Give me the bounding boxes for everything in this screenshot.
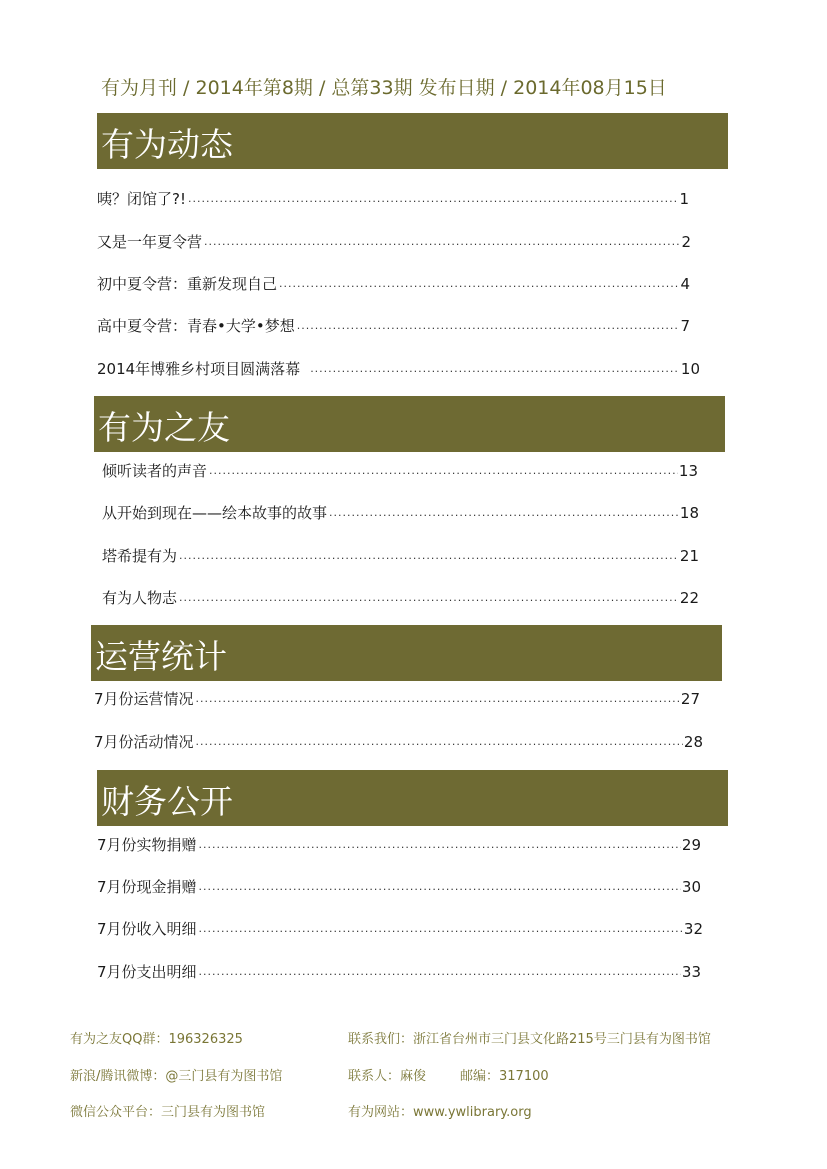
- toc-entry-page: 22: [679, 589, 699, 607]
- toc-entry[interactable]: [97, 918, 703, 940]
- masthead: 有为月刊 / 2014年第8期 / 总第33期 发布日期 / 2014年08月15日: [101, 77, 667, 99]
- toc-entry-page: 21: [679, 547, 699, 565]
- toc-leader-dots: [179, 548, 679, 564]
- toc-entry-page: 27: [680, 690, 700, 708]
- toc-entry[interactable]: [102, 587, 699, 609]
- toc-entry-title: 7月份支出明细: [97, 963, 197, 981]
- toc-entry-page: 32: [683, 920, 703, 938]
- toc-entry-title: 倾听读者的声音: [102, 462, 208, 480]
- section-header-yunying-tongji: 运营统计: [91, 625, 722, 681]
- toc-leader-dots: [209, 463, 678, 479]
- toc-entry[interactable]: [94, 688, 700, 710]
- toc-entry-page: 1: [679, 190, 689, 208]
- footer-qq-group: 有为之友QQ群：196326325: [70, 1032, 243, 1047]
- toc-entry-title: 又是一年夏令营: [97, 233, 203, 251]
- toc-entry-page: 33: [681, 963, 701, 981]
- toc-entry[interactable]: [97, 961, 701, 983]
- footer-weibo: 新浪/腾讯微博：@三门县有为图书馆: [70, 1069, 283, 1084]
- toc-leader-dots: [199, 879, 681, 895]
- toc-leader-dots: [199, 964, 681, 980]
- toc-leader-dots: [329, 505, 679, 521]
- toc-entry-title: 高中夏令营：青春•大学•梦想: [97, 317, 295, 335]
- toc-leader-dots: [196, 691, 680, 707]
- toc-entry-title: 2014年博雅乡村项目圆满落幕: [97, 360, 301, 378]
- toc-entry-page: 13: [678, 462, 698, 480]
- toc-entry[interactable]: [97, 834, 701, 856]
- toc-entry-page: 28: [683, 733, 703, 751]
- toc-entry-title: 7月份实物捐赠: [97, 836, 197, 854]
- toc-entry[interactable]: [97, 876, 701, 898]
- toc-entry-title: 7月份运营情况: [94, 690, 194, 708]
- section-header-youwei-dongtai: 有为动态: [97, 113, 728, 169]
- toc-entry-title: 塔希提有为: [102, 547, 178, 565]
- toc-entry[interactable]: [97, 231, 691, 253]
- section-header-youwei-zhiyou: 有为之友: [94, 396, 725, 452]
- toc-entry-page: 10: [680, 360, 700, 378]
- toc-entry-title: 咦？闭馆了?!: [97, 190, 186, 208]
- toc-entry-page: 30: [681, 878, 701, 896]
- footer-contact-address: 联系我们：浙江省台州市三门县文化路215号三门县有为图书馆: [348, 1032, 711, 1047]
- toc-entry-title: 从开始到现在——绘本故事的故事: [102, 504, 328, 522]
- toc-entry-page: 4: [680, 275, 690, 293]
- toc-entry-title: 有为人物志: [102, 589, 178, 607]
- toc-leader-dots: [279, 276, 679, 292]
- toc-leader-dots: [297, 318, 680, 334]
- section-header-caiwu-gongkai: 财务公开: [97, 770, 728, 826]
- toc-leader-dots: [196, 734, 683, 750]
- toc-entry[interactable]: [97, 273, 690, 295]
- toc-entry-page: 29: [681, 836, 701, 854]
- footer-website[interactable]: 有为网站：www.ywlibrary.org: [348, 1105, 532, 1120]
- toc-leader-dots: [199, 921, 683, 937]
- toc-entry-title: 7月份活动情况: [94, 733, 194, 751]
- toc-entry[interactable]: [97, 188, 689, 210]
- toc-entry-title: 7月份现金捐赠: [97, 878, 197, 896]
- toc-entry[interactable]: [102, 502, 699, 524]
- toc-entry-page: 18: [679, 504, 699, 522]
- toc-entry-page: 7: [680, 317, 690, 335]
- toc-leader-dots: [199, 837, 681, 853]
- toc-entry-title: 初中夏令营：重新发现自己: [97, 275, 278, 293]
- footer-wechat: 微信公众平台：三门县有为图书馆: [70, 1105, 266, 1120]
- toc-entry[interactable]: [102, 545, 699, 567]
- toc-leader-dots: [310, 361, 680, 377]
- toc-entry-page: 2: [681, 233, 691, 251]
- toc-entry-title: 7月份收入明细: [97, 920, 197, 938]
- toc-leader-dots: [188, 191, 678, 207]
- toc-leader-dots: [179, 590, 679, 606]
- toc-entry[interactable]: [94, 731, 703, 753]
- toc-entry[interactable]: [97, 358, 700, 380]
- footer-postcode: 邮编：317100: [460, 1069, 549, 1084]
- toc-entry[interactable]: [102, 460, 698, 482]
- footer-contact-person: 联系人：麻俊: [348, 1069, 427, 1084]
- footer-contact-row: [348, 1065, 549, 1084]
- toc-entry[interactable]: [97, 315, 690, 337]
- toc-leader-dots: [204, 234, 680, 250]
